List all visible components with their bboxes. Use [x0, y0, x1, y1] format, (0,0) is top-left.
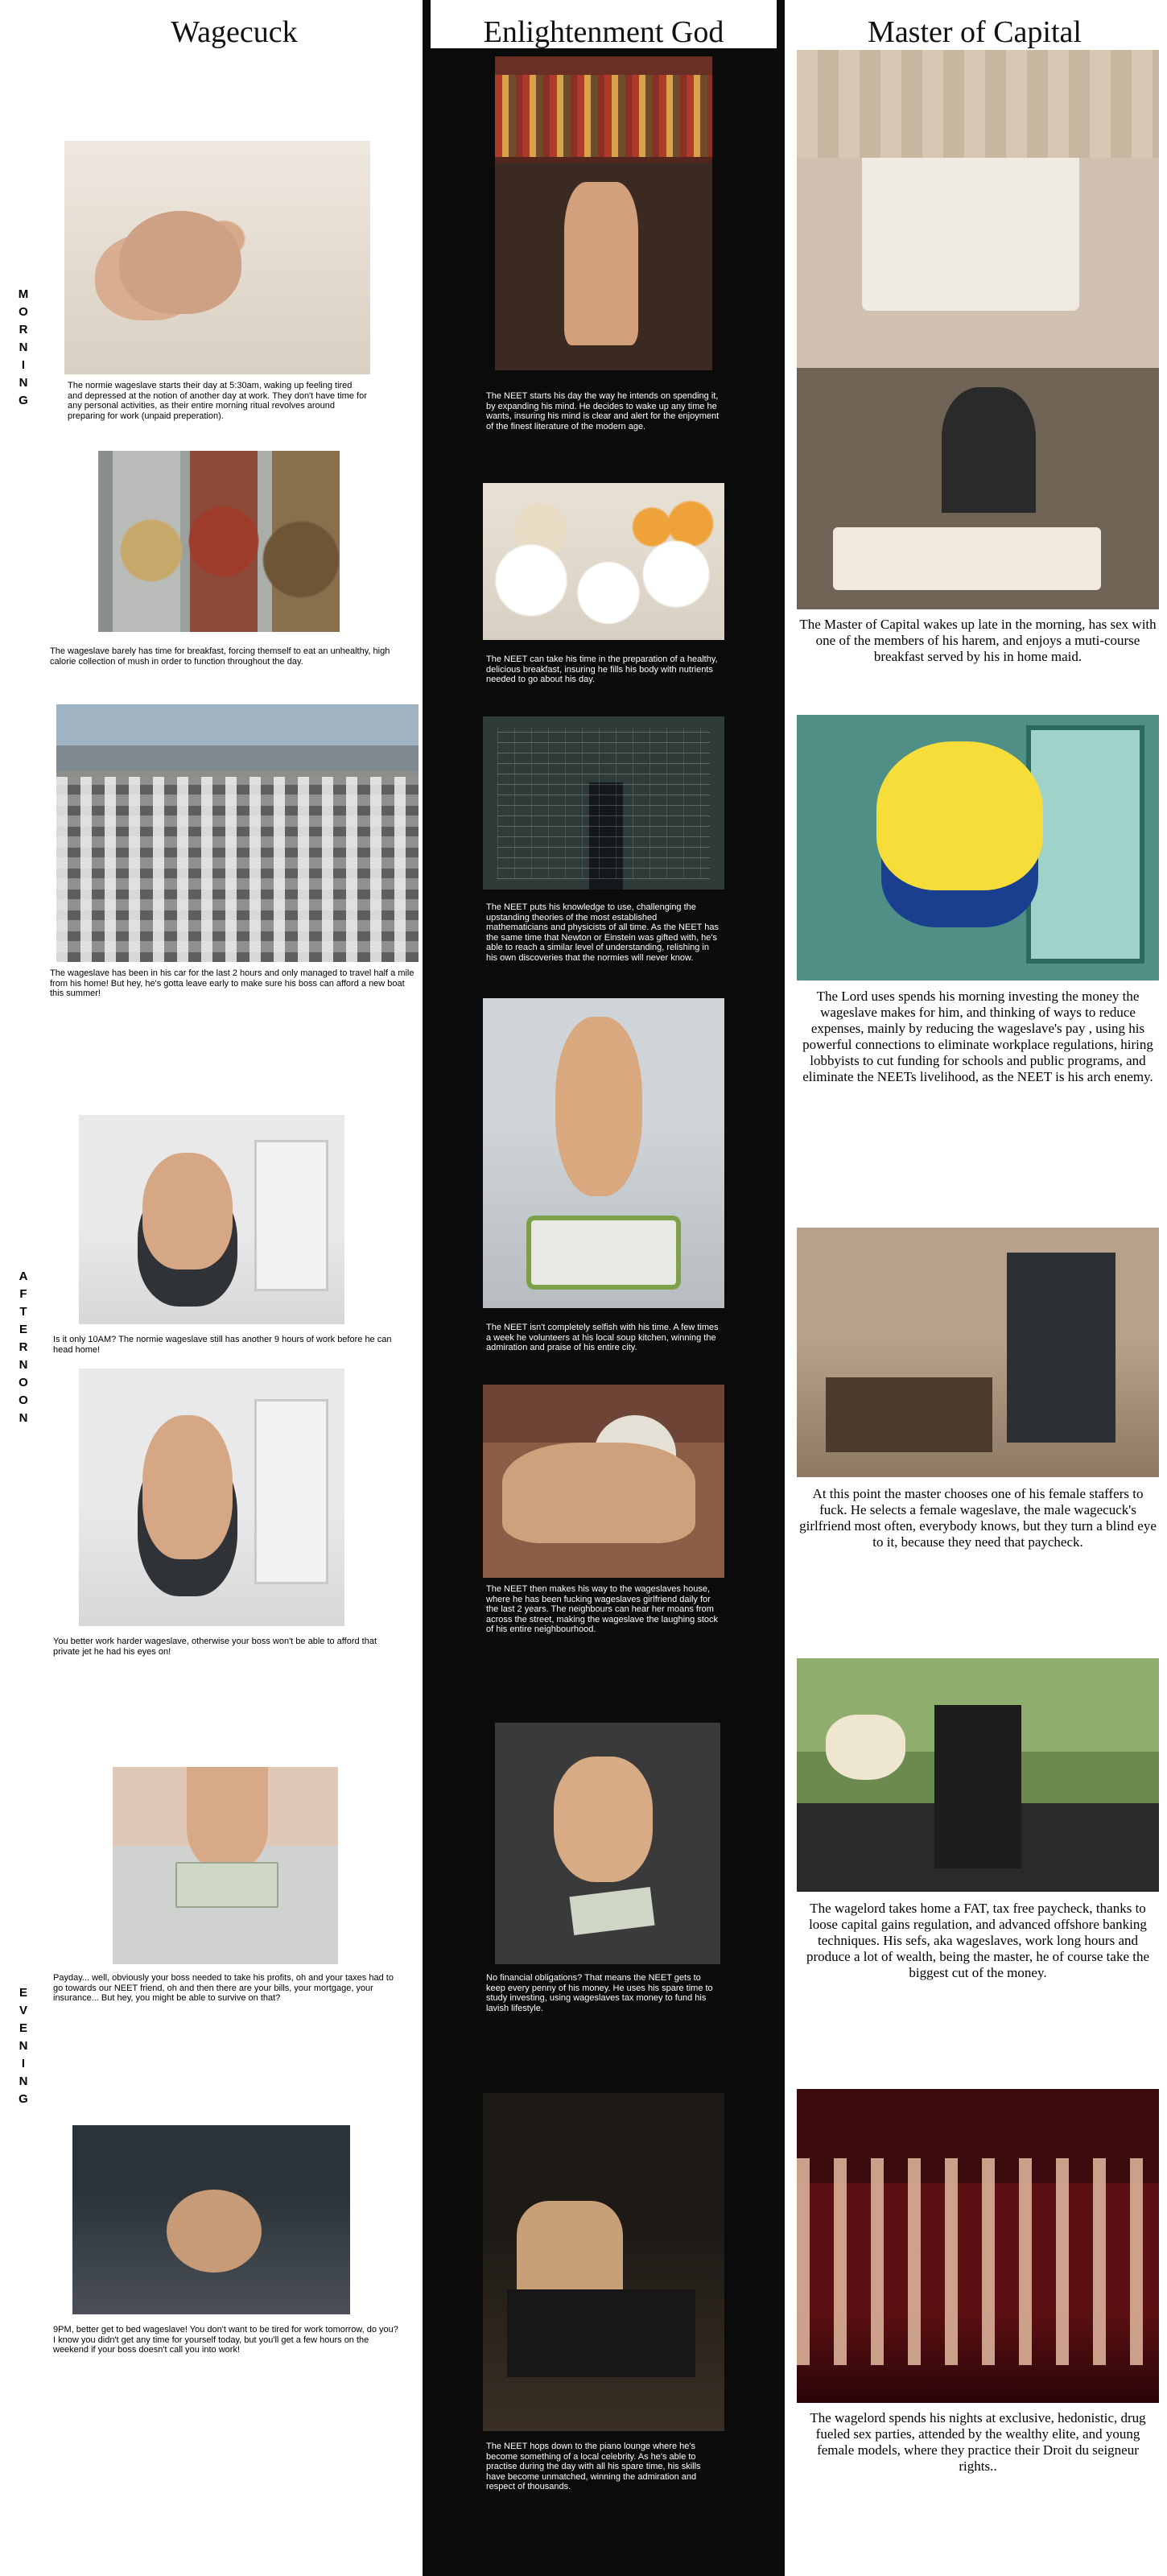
panel-image-piano-lounge [483, 2093, 724, 2431]
panel-image-counting-money [495, 1723, 720, 1964]
panel-caption-capital-4: The wagelord takes home a FAT, tax free paycheck, thanks to loose capital gains regulation, and advanced offshore banking techniques. His sefs, aka wageslaves, work long hours and produce a lot of wealth, being the master, he of course take the biggest cut of the money. [793, 1896, 1163, 2000]
panel-caption-capital-2: The Lord uses spends his morning investing the money the wageslave makes for him, and thinking of ways to reduce expenses, mainly by reducing the wageslave's pay , using his powerful connections to eliminate workplace regulations, hiring lobbyists to cut funding for schools and public programs, and eliminate the NEETs livelihood, as the NEET is his arch enemy. [793, 984, 1163, 1129]
row-label-evening-text: E V E N I N G [19, 1986, 28, 2106]
panel-image-eating-salad [483, 998, 724, 1308]
panel-caption-wagecuck-4: You better work harder wageslave, otherwise your boss won't be able to afford that private jet he had his eyes on! [50, 1634, 404, 1660]
panel-caption-wagecuck-6: 9PM, better get to bed wageslave! You don't want to be tired for work tomorrow, do you? I know you didn't get any time for yourself today, but you'll get a few hours on the weekend if your boss doesn't call you into work! [50, 2322, 404, 2369]
panel-image-stressed-office-worker [79, 1368, 344, 1626]
panel-image-luxury-bedroom-harem [797, 50, 1159, 368]
panel-caption-wagecuck-3: Is it only 10AM? The normie wageslave still has another 9 hours of work before he can head home! [50, 1332, 404, 1358]
row-label-afternoon-text: A F T E R N O O N [19, 1269, 28, 1425]
panel-image-maid-serving [797, 368, 1159, 609]
panel-caption-wagecuck-5: Payday... well, obviously your boss needed to take his profits, oh and your taxes had to go towards our NEET friend, oh and then there are your bills, your mortgage, your insurance... But hey, you might be able to survive on that? [50, 1971, 404, 2017]
panel-caption-capital-5: The wagelord spends his nights at exclusive, hedonistic, drug fueled sex parties, attended by the wealthy elite, and young female models, where they practice their Droit du seigneur rights.. [793, 2405, 1163, 2494]
panel-image-money-bags [797, 1658, 1159, 1892]
panel-caption-capital-1: The Master of Capital wakes up late in the morning, has sex with one of the members of his harem, and enjoys a muti-course breakfast served by his in home maid. [793, 612, 1163, 684]
panel-caption-neet-0: The NEET starts his day the way he intends on spending it, by expanding his mind. He decides to wake up any time he wants, insuring his mind is clear and alert for the enjoyment of the finest literature of the modern age. [483, 389, 724, 447]
panel-caption-neet-2: The NEET puts his knowledge to use, challenging the upstanding theories of the most established mathematicians and physicists of all time. As the NEET has the same time that Newton or Einstein was gifted with, he's able to reach a similar level of understanding, relishing in his own discoveries that the normies will never know. [483, 900, 724, 972]
panel-image-healthy-breakfast [483, 483, 724, 640]
panel-image-mr-burns [797, 715, 1159, 980]
panel-image-waking-in-bed [64, 141, 370, 374]
panel-image-boss-and-staffer [797, 1228, 1159, 1477]
panel-image-traffic-jam [56, 704, 419, 962]
panel-image-cafeteria-tray [98, 451, 340, 632]
panel-caption-neet-5: No financial obligations? That means the NEET gets to keep every penny of his money. He uses his spare time to study investing, using wageslaves tax money to fund his lavish lifestyle. [483, 1971, 724, 2021]
column-header-master-of-capital: Master of Capital [868, 15, 1082, 49]
panel-caption-wagecuck-0: The normie wageslave starts their day at 5:30am, waking up feeling tired and depressed at the notion of another day at work. They don't have time for any personal activities, as their entire morning ritual revolves around preparing for work (unpaid preperation). [64, 378, 370, 441]
column-separator-1 [423, 0, 431, 2576]
panel-caption-wagecuck-1: The wageslave barely has time for breakfast, forcing themself to eat an unhealthy, high calorie collection of mush in order to function throughout the day. [47, 644, 401, 676]
row-label-morning [0, 286, 47, 410]
panel-image-blackboard [483, 716, 724, 890]
panel-image-masked-party [797, 2089, 1159, 2403]
panel-image-library-reading [495, 56, 712, 370]
panel-image-exhausted-in-bed [72, 2125, 350, 2314]
column-header-wagecuck: Wagecuck [171, 15, 298, 49]
row-label-afternoon [0, 1268, 47, 1427]
panel-caption-neet-4: The NEET then makes his way to the wageslaves house, where he has been fucking wageslaves girlfriend daily for the last 2 years. The neighbours can hear her moans from across the street, making the wageslave the laughing stock of his entire neighbourhood. [483, 1582, 724, 1635]
panel-caption-neet-6: The NEET hops down to the piano lounge where he's become something of a local celebrity. As he's able to practise during the day with all his spare time, his skills have become unmatched, winning the admiration and respect of thousands. [483, 2439, 724, 2496]
column-header-enlightenment-god: Enlightenment God [483, 15, 724, 49]
panel-caption-neet-1: The NEET can take his time in the preparation of a healthy, delicious breakfast, insuring he fills his body with nutrients needed to go about his day. [483, 652, 724, 696]
row-label-evening [0, 1984, 47, 2108]
row-label-rail [0, 0, 47, 2576]
panel-image-couple-in-bed [483, 1385, 724, 1578]
panel-image-dollar-bill [113, 1767, 338, 1964]
column-separator-2 [777, 0, 785, 2576]
panel-image-bored-office-worker [79, 1115, 344, 1324]
panel-caption-neet-3: The NEET isn't completely selfish with his time. A few times a week he volunteers at his local soup kitchen, winning the admiration and praise of his entire city. [483, 1320, 724, 1365]
panel-caption-capital-3: At this point the master chooses one of his female staffers to fuck. He selects a female wageslave, the male wagecuck's girlfriend most often, everybody knows, but they turn a blind eye to it, because they need that paycheck. [793, 1481, 1163, 1566]
panel-caption-wagecuck-2: The wageslave has been in his car for the last 2 hours and only managed to travel half a mile from his home! But hey, he's gotta leave early to make sure his boss can afford a new boat this summer! [47, 966, 419, 1009]
row-label-morning-text: M O R N I N G [18, 287, 29, 407]
